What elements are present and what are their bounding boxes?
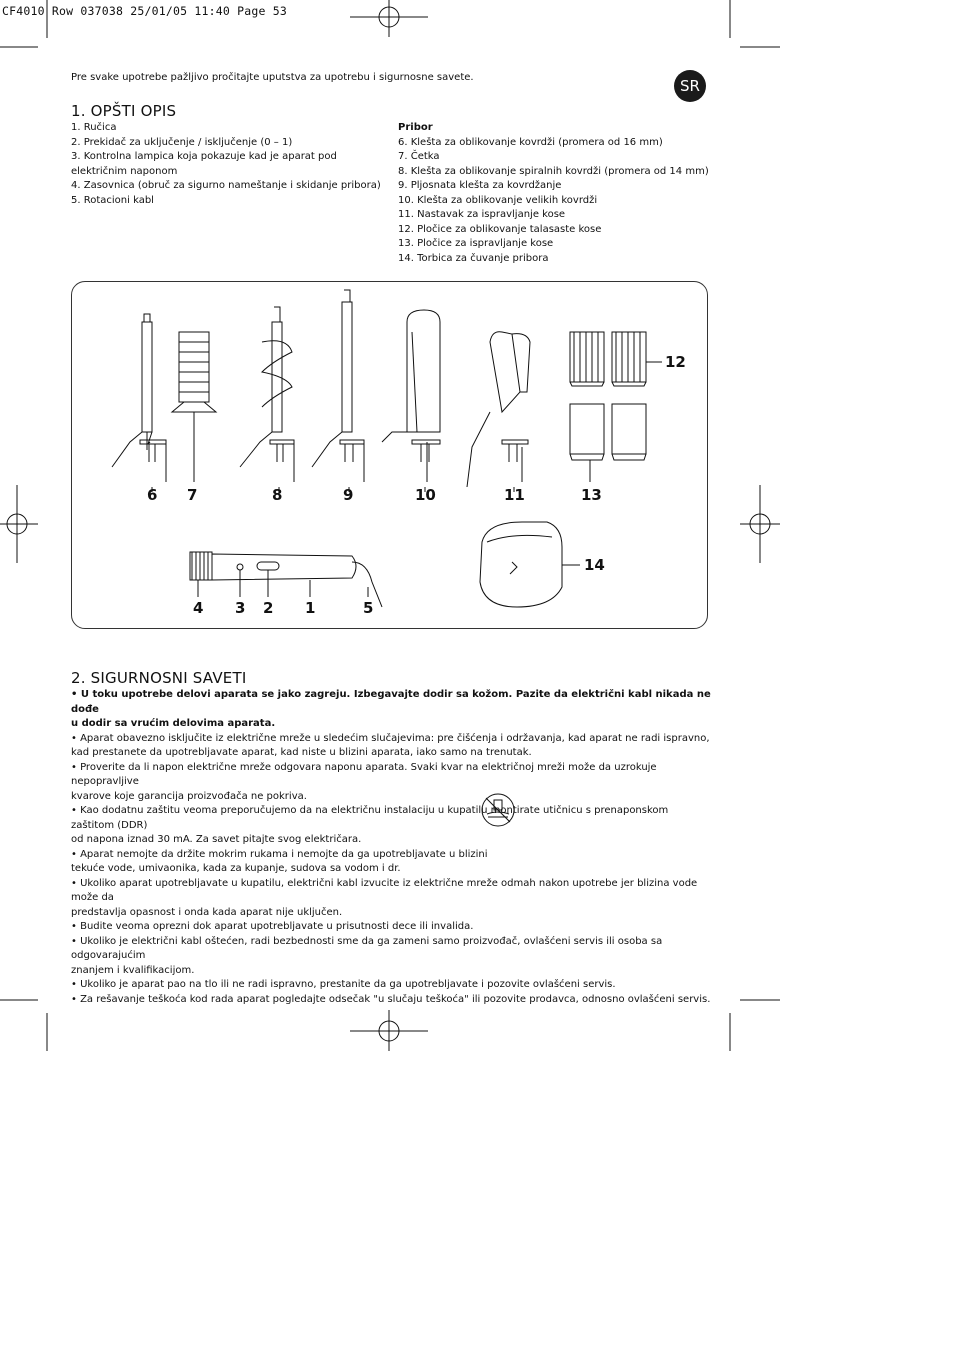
- safety-line: znanjem i kvalifikacijom.: [71, 964, 195, 976]
- product-illustration: [71, 281, 708, 629]
- parts-list: [71, 121, 381, 208]
- safety-line: • Ukoliko je aparat pao na tlo ili ne radi ispravno, prestanite da ga upotrebljavate i pozovite ovlašćeni servis.: [71, 979, 616, 990]
- print-header: CF4010 Row 037038 25/01/05 11:40 Page 53: [2, 4, 287, 18]
- list-item: 7. Četka: [398, 151, 440, 162]
- figure-label-6: 6: [147, 486, 158, 504]
- no-water-warning-icon: [480, 792, 516, 828]
- safety-line: • Aparat nemojte da držite mokrim rukama i nemojte da ga upotrebljavate u blizini: [71, 848, 488, 860]
- safety-line: u dodir sa vrućim delovima aparata.: [71, 718, 276, 729]
- accessories-heading: Pribor: [398, 122, 433, 133]
- list-item: 11. Nastavak za ispravljanje kose: [398, 209, 566, 220]
- safety-line: od napona iznad 30 mA. Za savet pitajte svog električara.: [71, 834, 362, 845]
- figure-label-7: 7: [187, 486, 198, 504]
- safety-line: predstavlja opasnost i onda kada aparat nije uključen.: [71, 906, 343, 918]
- safety-line: • Kao dodatnu zaštitu veoma preporučujemo da na električnu instalaciju u kupatilu montirate utičnicu s prenaponskom zaštitom (DDR): [71, 805, 669, 831]
- list-item: 14. Torbica za čuvanje pribora: [398, 252, 549, 264]
- figure-label-9: 9: [343, 486, 354, 504]
- safety-line: • Aparat obavezno isključite iz električne mreže u sledećim slučajevima: pre čišćenja i održavanja, kad aparat ne radi ispravno,: [71, 732, 710, 744]
- section2-title: 2. SIGURNOSNI SAVETI: [71, 669, 247, 687]
- safety-line: • U toku upotrebe delovi aparata se jako zagreju. Izbegavajte dodir sa kožom. Pazite da električni kabl nikada ne dođe: [71, 689, 711, 715]
- figure-label-5: 5: [363, 599, 374, 617]
- safety-text: [71, 688, 711, 1007]
- list-item: 4. Zasovnica (obruč za sigurno nameštanje i skidanje pribora): [71, 180, 381, 191]
- safety-line: • Ukoliko je električni kabl oštećen, radi bezbednosti sme da ga zameni samo proizvođač, ovlašćeni servis ili osoba sa odgovarajućim: [71, 935, 663, 961]
- figure-label-2: 2: [263, 599, 274, 617]
- figure-label-4: 4: [193, 599, 204, 617]
- safety-line: • Budite veoma oprezni dok aparat upotrebljavate u prisutnosti dece ili invalida.: [71, 921, 474, 932]
- list-item: 3. Kontrolna lampica koja pokazuje kad je aparat pod: [71, 151, 337, 162]
- language-badge: SR: [674, 70, 706, 102]
- figure-label-11: 11: [504, 486, 525, 504]
- intro-text: Pre svake upotrebe pažljivo pročitajte uputstva za upotrebu i sigurnosne savete.: [71, 72, 474, 83]
- safety-line: • Ukoliko aparat upotrebljavate u kupatilu, električni kabl izvucite iz električne mreže odmah nakon upotrebe jer blizina vode može da: [71, 877, 698, 903]
- list-item: 13. Pločice za ispravljanje kose: [398, 238, 554, 249]
- figure-label-10: 10: [415, 486, 436, 504]
- safety-line: kad prestanete da upotrebljavate aparat, kad niste u blizini aparata, iako samo na trenutak.: [71, 747, 532, 758]
- list-item: 5. Rotacioni kabl: [71, 194, 154, 206]
- section1-title: 1. OPŠTI OPIS: [71, 102, 177, 120]
- list-item: 2. Prekidač za uključenje / isključenje (0 – 1): [71, 136, 293, 148]
- figure-label-3: 3: [235, 599, 246, 617]
- figure-label-13: 13: [581, 486, 602, 504]
- list-item: 6. Klešta za oblikovanje kovrdži (promera od 16 mm): [398, 136, 663, 148]
- accessories-list: [398, 121, 709, 266]
- list-item: električnim naponom: [71, 165, 178, 177]
- list-item: 9. Pljosnata klešta za kovrdžanje: [398, 180, 562, 191]
- list-item: 8. Klešta za oblikovanje spiralnih kovrdži (promera od 14 mm): [398, 165, 709, 177]
- list-item: 1. Ručica: [71, 122, 117, 133]
- safety-line: kvarove koje garancija proizvođača ne pokriva.: [71, 790, 307, 802]
- safety-line: • Proverite da li napon električne mreže odgovara naponu aparata. Svaki kvar na električnoj mreži može da uzrokuje nepopravljive: [71, 761, 657, 787]
- figure-label-14: 14: [584, 556, 605, 574]
- figure-label-1: 1: [305, 599, 316, 617]
- safety-line: • Za rešavanje teškoća kod rada aparat pogledajte odsečak "u slučaju teškoća" ili pozovite prodavca, odnosno ovlašćeni servis.: [71, 993, 711, 1005]
- list-item: 12. Pločice za oblikovanje talasaste kose: [398, 223, 602, 235]
- accessories-drawing: [72, 282, 707, 628]
- figure-label-8: 8: [272, 486, 283, 504]
- list-item: 10. Klešta za oblikovanje velikih kovrdži: [398, 194, 598, 206]
- figure-label-12: 12: [665, 353, 686, 371]
- safety-line: tekuće vode, umivaonika, kada za kupanje, sudova sa vodom i dr.: [71, 863, 401, 874]
